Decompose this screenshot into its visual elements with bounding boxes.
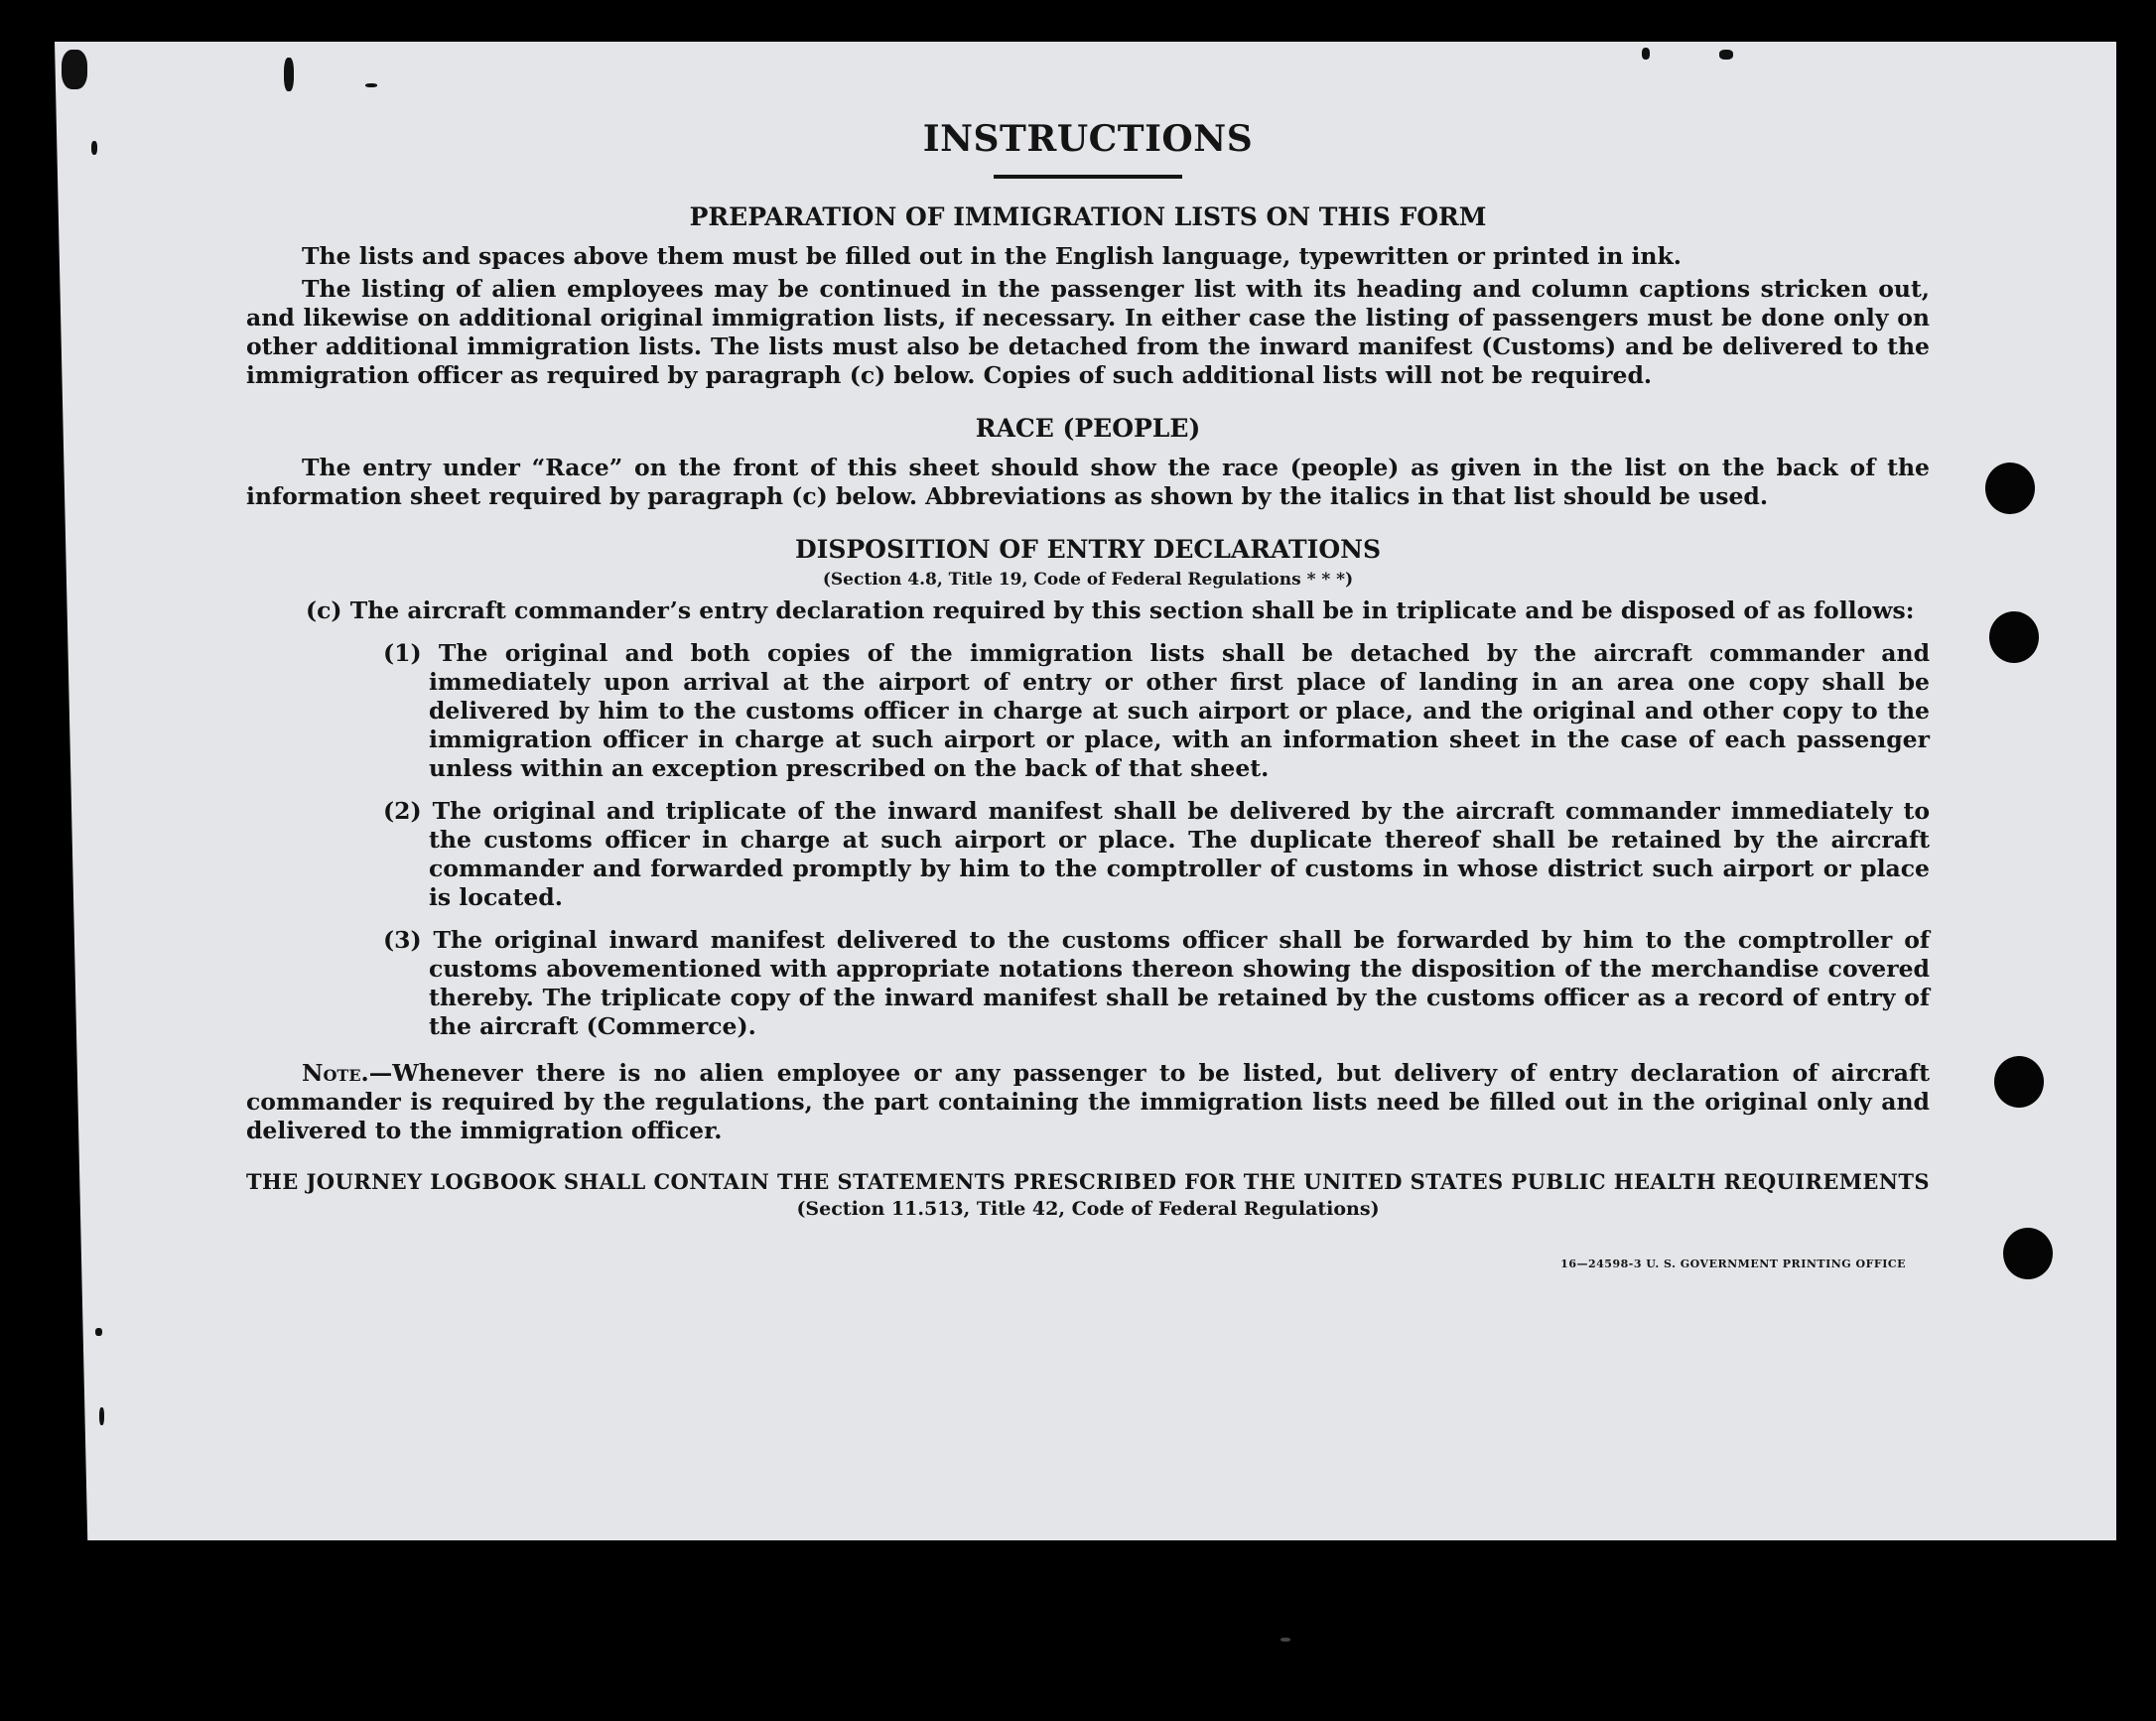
scan-speck bbox=[284, 58, 294, 91]
list-item: (2) The original and triplicate of the inward manifest shall be delivered by the aircraft commander immediately to the customs officer in charge at such airport or place. The duplicate thereof shall be retained by the aircraft commander and forwarded promptly by him to the comptroller of customs in whose district such airport or place is located. bbox=[383, 797, 1930, 911]
document-body bbox=[246, 111, 1930, 1278]
section-heading-disposition: DISPOSITION OF ENTRY DECLARATIONS bbox=[794, 535, 1382, 564]
punch-hole bbox=[1985, 463, 2035, 514]
scan-speck bbox=[95, 1328, 102, 1336]
section-citation: (Section 4.8, Title 19, Code of Federal Regulations * * *) bbox=[822, 570, 1354, 590]
journey-logbook-statement: THE JOURNEY LOGBOOK SHALL CONTAIN THE STATEMENTS PRESCRIBED FOR THE UNITED STATES PUBLIC HEALTH REQUIREMENTS bbox=[246, 1169, 1930, 1194]
paragraph-listing: The listing of alien employees may be continued in the passenger list with its heading and column captions stricken out, and likewise on additional original immigration lists, if necessary. In either case the listing of passengers must be done only on other additional immigration lists. The lists must also be detached from the inward manifest (Customs) and be delivered to the immigration officer as required by paragraph (c) below. Copies of such additional lists will not be required. bbox=[246, 275, 1930, 389]
journey-citation: (Section 11.513, Title 42, Code of Federal Regulations) bbox=[796, 1198, 1380, 1220]
punch-hole bbox=[1994, 1056, 2044, 1108]
scan-speck bbox=[365, 83, 377, 87]
list-item: (1) The original and both copies of the immigration lists shall be detached by the aircraft commander and immediately upon arrival at the airport of entry or other first place of landing in an area one copy shall be delivered by him to the customs officer in charge at such airport or place, and the original and other copy to the immigration officer in charge at such airport or place, with an information sheet in the case of each passenger unless within an exception prescribed on the back of that sheet. bbox=[383, 639, 1930, 782]
note-text: —Whenever there is no alien employee or any passenger to be listed, but delivery of entry declaration of aircraft commander is required by the regulations, the part containing the immigration lists need be filled out in the original only and delivered to the immigration officer. bbox=[246, 1059, 1930, 1144]
scan-speck bbox=[1642, 48, 1650, 60]
printer-imprint: 16—24598-3 U. S. GOVERNMENT PRINTING OFFICE bbox=[1560, 1258, 1906, 1270]
section-heading-preparation: PREPARATION OF IMMIGRATION LISTS ON THIS FORM bbox=[689, 202, 1487, 231]
page-title: INSTRUCTIONS bbox=[922, 118, 1254, 160]
punch-hole bbox=[1989, 611, 2039, 663]
note-paragraph bbox=[246, 1059, 1930, 1145]
paragraph-c: (c) The aircraft commander’s entry declaration required by this section shall be in triplicate and be disposed of as follows: bbox=[306, 596, 1915, 624]
scan-speck bbox=[1280, 1638, 1290, 1642]
punch-hole bbox=[2003, 1228, 2053, 1279]
scan-speck bbox=[91, 141, 97, 155]
scan-speck bbox=[99, 1407, 104, 1425]
note-label: Note. bbox=[302, 1059, 369, 1087]
section-heading-race: RACE (PEOPLE) bbox=[975, 414, 1201, 443]
title-underline bbox=[994, 175, 1182, 179]
scan-speck bbox=[1719, 50, 1733, 60]
paragraph-language: The lists and spaces above them must be filled out in the English language, typewritten or printed in ink. bbox=[302, 242, 1682, 270]
paragraph-race: The entry under “Race” on the front of this sheet should show the race (people) as given in the list on the back of the information sheet required by paragraph (c) below. Abbreviations as shown by the italics in that list should be used. bbox=[246, 454, 1930, 510]
list-item: (3) The original inward manifest delivered to the customs officer shall be forwarded by him to the comptroller of customs abovementioned with appropriate notations thereon showing the disposition of the merchandise covered thereby. The triplicate copy of the inward manifest shall be retained by the customs officer as a record of entry of the aircraft (Commerce). bbox=[383, 926, 1930, 1040]
scan-speck bbox=[62, 50, 87, 89]
